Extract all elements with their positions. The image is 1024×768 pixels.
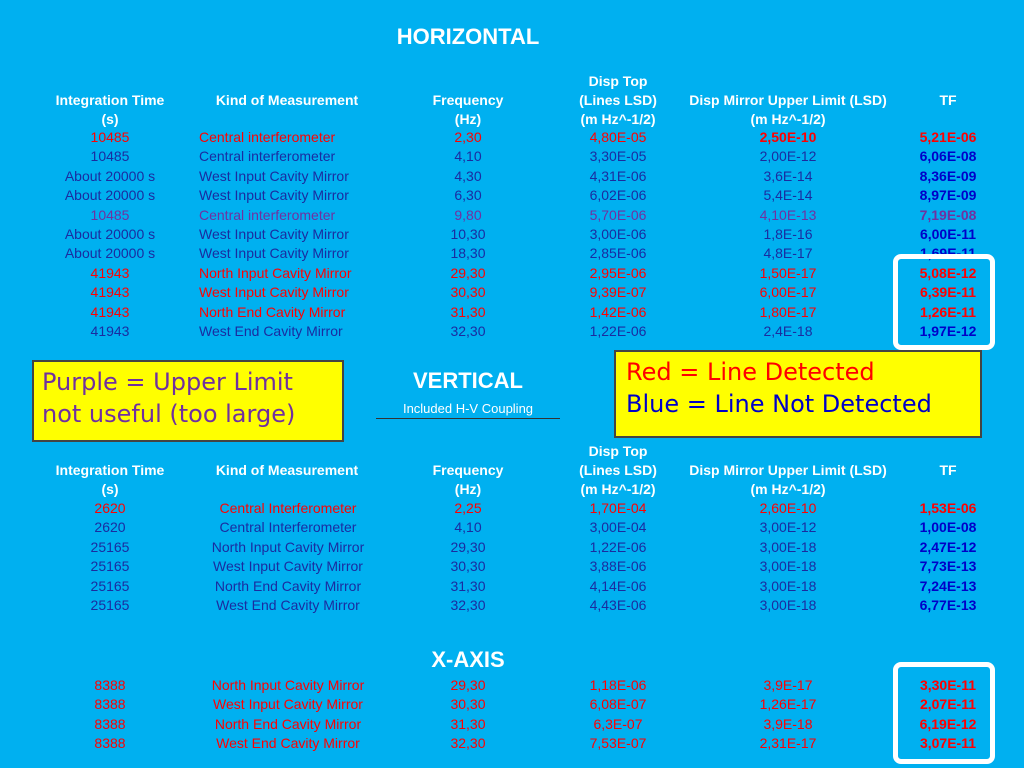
v-header-kind: Kind of Measurement: [215, 462, 359, 478]
xaxis-title: X-AXIS: [431, 647, 505, 672]
disp-top-cell: 4,31E-06: [589, 167, 647, 184]
tf-cell: 8,97E-09: [919, 187, 977, 204]
h-header-upper-limit: Disp Mirror Upper Limit (LSD) (m Hz^-1/2): [689, 92, 887, 127]
table-row: [0, 577, 1024, 596]
upper-limit-cell: 1,8E-16: [763, 226, 813, 242]
integration-time-cell: 25165: [90, 597, 130, 613]
measurement-kind-cell: Central interferometer: [199, 206, 336, 223]
upper-limit-cell: 3,6E-14: [763, 167, 813, 184]
frequency-cell: 4,10: [454, 148, 482, 165]
tf-cell: 6,77E-13: [919, 597, 977, 613]
integration-time-cell: 41943: [90, 303, 130, 320]
integration-time-cell: 25165: [90, 538, 130, 555]
upper-limit-cell: 2,50E-10: [759, 129, 817, 145]
frequency-cell: 2,30: [454, 129, 482, 145]
disp-top-cell: 4,43E-06: [589, 597, 647, 613]
table-row: [0, 303, 1024, 322]
h-header-disp-top: Disp Top (Lines LSD) (m Hz^-1/2): [579, 73, 657, 127]
table-row: [0, 264, 1024, 283]
measurement-kind-cell: Central Interferometer: [219, 519, 357, 536]
frequency-cell: 4,30: [454, 167, 482, 184]
frequency-cell: 30,30: [450, 284, 486, 301]
disp-top-cell: 4,14E-06: [589, 577, 647, 594]
v-header-upper-limit: Disp Mirror Upper Limit (LSD) (m Hz^-1/2): [689, 462, 887, 497]
disp-top-cell: 2,95E-06: [589, 264, 647, 281]
tf-highlight-frame-horizontal: [893, 254, 995, 350]
upper-limit-cell: 2,00E-12: [759, 148, 817, 165]
v-header-integration: Integration Time (s): [55, 462, 165, 497]
upper-limit-cell: 3,00E-12: [759, 519, 817, 536]
tf-cell: 6,00E-11: [919, 226, 977, 242]
measurement-kind-cell: North End Cavity Mirror: [199, 303, 346, 320]
measurement-kind-cell: West Input Cavity Mirror: [199, 284, 349, 301]
table-row: [0, 695, 1024, 714]
h-header-tf: TF: [939, 92, 957, 108]
tf-cell: 2,07E-11: [919, 696, 977, 713]
disp-top-cell: 3,00E-06: [589, 226, 647, 242]
upper-limit-cell: 5,4E-14: [763, 187, 813, 204]
measurement-kind-cell: West Input Cavity Mirror: [213, 696, 363, 713]
disp-top-cell: 5,70E-06: [589, 206, 647, 223]
upper-limit-cell: 1,26E-17: [759, 696, 817, 713]
upper-limit-cell: 2,31E-17: [759, 735, 817, 752]
tf-cell: 6,06E-08: [919, 148, 977, 165]
tf-highlight-frame-xaxis: [893, 662, 995, 764]
frequency-cell: 30,30: [450, 696, 486, 713]
table-row: [0, 557, 1024, 576]
measurement-kind-cell: West Input Cavity Mirror: [199, 187, 349, 204]
frequency-cell: 9,80: [454, 206, 482, 223]
table-row: [0, 147, 1024, 166]
upper-limit-cell: 1,50E-17: [759, 264, 817, 281]
measurement-kind-cell: North End Cavity Mirror: [214, 577, 362, 594]
tf-cell: 8,36E-09: [919, 167, 977, 184]
integration-time-cell: 41943: [90, 264, 130, 281]
integration-time-cell: 10485: [90, 129, 130, 145]
measurement-kind-cell: West End Cavity Mirror: [216, 597, 360, 613]
disp-top-cell: 9,39E-07: [589, 284, 647, 301]
table-row: [0, 499, 1024, 518]
measurement-kind-cell: West End Cavity Mirror: [216, 735, 360, 752]
color-legend-callout: Red = Line Detected Blue = Line Not Detected: [614, 350, 982, 438]
frequency-cell: 18,30: [450, 245, 486, 262]
integration-time-cell: 8388: [94, 735, 126, 752]
frequency-cell: 2,25: [454, 500, 482, 516]
purple-legend-callout: Purple = Upper Limit not useful (too large): [32, 360, 344, 442]
upper-limit-cell: 3,9E-17: [763, 677, 813, 693]
integration-time-cell: About 20000 s: [64, 187, 156, 204]
integration-time-cell: About 20000 s: [64, 245, 156, 262]
disp-top-cell: 3,00E-04: [589, 519, 647, 536]
measurement-kind-cell: West Input Cavity Mirror: [199, 245, 349, 262]
frequency-cell: 31,30: [450, 577, 486, 594]
upper-limit-cell: 2,4E-18: [763, 323, 813, 339]
tf-cell: 5,08E-12: [919, 264, 977, 281]
frequency-cell: 4,10: [454, 519, 482, 536]
frequency-cell: 31,30: [450, 715, 486, 732]
measurement-kind-cell: North Input Cavity Mirror: [199, 264, 352, 281]
v-header-frequency: Frequency (Hz): [432, 462, 504, 497]
upper-limit-cell: 4,10E-13: [759, 206, 817, 223]
tf-cell: 3,07E-11: [919, 735, 977, 752]
h-header-frequency: Frequency (Hz): [432, 92, 504, 127]
frequency-cell: 6,30: [454, 187, 482, 204]
disp-top-cell: 3,88E-06: [589, 558, 647, 575]
frequency-cell: 31,30: [450, 303, 486, 320]
h-header-kind: Kind of Measurement: [215, 92, 359, 108]
vertical-underline: [376, 418, 560, 419]
disp-top-cell: 2,85E-06: [589, 245, 647, 262]
disp-top-cell: 1,18E-06: [589, 677, 647, 693]
measurement-kind-cell: North Input Cavity Mirror: [211, 538, 365, 555]
table-row: [0, 734, 1024, 753]
table-row: [0, 283, 1024, 302]
tf-cell: 5,21E-06: [919, 129, 977, 145]
table-row: [0, 186, 1024, 205]
integration-time-cell: 25165: [90, 577, 130, 594]
upper-limit-cell: 3,00E-18: [759, 558, 817, 575]
frequency-cell: 10,30: [450, 226, 486, 242]
upper-limit-cell: 4,8E-17: [763, 245, 813, 262]
integration-time-cell: 8388: [94, 677, 126, 693]
integration-time-cell: 2620: [94, 519, 126, 536]
frequency-cell: 29,30: [450, 677, 486, 693]
table-row: [0, 715, 1024, 734]
upper-limit-cell: 3,9E-18: [763, 715, 813, 732]
tf-cell: 7,24E-13: [919, 577, 977, 594]
frequency-cell: 29,30: [450, 538, 486, 555]
upper-limit-cell: 3,00E-18: [759, 577, 817, 594]
tf-cell: 7,73E-13: [919, 558, 977, 575]
horizontal-title: HORIZONTAL: [396, 24, 540, 49]
frequency-cell: 32,30: [450, 735, 486, 752]
table-row: [0, 538, 1024, 557]
integration-time-cell: About 20000 s: [64, 226, 156, 242]
v-header-tf: TF: [939, 462, 957, 478]
measurement-kind-cell: West Input Cavity Mirror: [213, 558, 363, 575]
disp-top-cell: 3,30E-05: [589, 148, 647, 165]
tf-cell: 3,30E-11: [919, 677, 977, 693]
disp-top-cell: 4,80E-05: [589, 129, 647, 145]
table-row: [0, 206, 1024, 225]
table-row: [0, 518, 1024, 537]
disp-top-cell: 1,70E-04: [589, 500, 647, 516]
upper-limit-cell: 1,80E-17: [759, 303, 817, 320]
tf-cell: 1,00E-08: [919, 519, 977, 536]
integration-time-cell: About 20000 s: [64, 167, 156, 184]
integration-time-cell: 41943: [90, 284, 130, 301]
vertical-subtitle: Included H-V Coupling: [402, 401, 534, 416]
table-row: [0, 244, 1024, 263]
v-header-disp-top: Disp Top (Lines LSD) (m Hz^-1/2): [579, 443, 657, 497]
tf-cell: 6,39E-11: [919, 284, 977, 301]
upper-limit-cell: 2,60E-10: [759, 500, 817, 516]
frequency-cell: 32,30: [450, 323, 486, 339]
table-row: [0, 167, 1024, 186]
upper-limit-cell: 6,00E-17: [759, 284, 817, 301]
tf-cell: 7,19E-08: [919, 206, 977, 223]
integration-time-cell: 10485: [90, 206, 130, 223]
frequency-cell: 32,30: [450, 597, 486, 613]
frequency-cell: 29,30: [450, 264, 486, 281]
tf-cell: 1,97E-12: [919, 323, 977, 339]
table-row: [0, 676, 1024, 695]
disp-top-cell: 6,3E-07: [593, 715, 643, 732]
measurement-kind-cell: Central interferometer: [199, 129, 336, 145]
measurement-kind-cell: North Input Cavity Mirror: [211, 677, 365, 693]
measurement-kind-cell: Central Interferometer: [219, 500, 357, 516]
measurement-kind-cell: West Input Cavity Mirror: [199, 167, 349, 184]
disp-top-cell: 1,22E-06: [589, 538, 647, 555]
disp-top-cell: 7,53E-07: [589, 735, 647, 752]
integration-time-cell: 8388: [94, 715, 126, 732]
disp-top-cell: 6,08E-07: [589, 696, 647, 713]
integration-time-cell: 2620: [94, 500, 126, 516]
table-row: [0, 128, 1024, 147]
measurement-kind-cell: North End Cavity Mirror: [214, 715, 362, 732]
integration-time-cell: 25165: [90, 558, 130, 575]
vertical-title: VERTICAL: [413, 368, 523, 393]
table-row: [0, 225, 1024, 244]
h-header-integration: Integration Time (s): [55, 92, 165, 127]
disp-top-cell: 6,02E-06: [589, 187, 647, 204]
measurement-kind-cell: West End Cavity Mirror: [199, 323, 343, 339]
disp-top-cell: 1,22E-06: [589, 323, 647, 339]
disp-top-cell: 1,42E-06: [589, 303, 647, 320]
integration-time-cell: 41943: [90, 323, 130, 339]
tf-cell: 1,53E-06: [919, 500, 977, 516]
integration-time-cell: 8388: [94, 696, 126, 713]
table-row: [0, 322, 1024, 341]
tf-cell: 2,47E-12: [919, 538, 977, 555]
upper-limit-cell: 3,00E-18: [759, 597, 817, 613]
integration-time-cell: 10485: [90, 148, 130, 165]
measurement-kind-cell: Central interferometer: [199, 148, 336, 165]
tf-cell: 1,69E-11: [919, 245, 977, 262]
frequency-cell: 30,30: [450, 558, 486, 575]
upper-limit-cell: 3,00E-18: [759, 538, 817, 555]
tf-cell: 1,26E-11: [919, 303, 977, 320]
tf-cell: 6,19E-12: [919, 715, 977, 732]
table-row: [0, 596, 1024, 615]
measurement-kind-cell: West Input Cavity Mirror: [199, 226, 349, 242]
